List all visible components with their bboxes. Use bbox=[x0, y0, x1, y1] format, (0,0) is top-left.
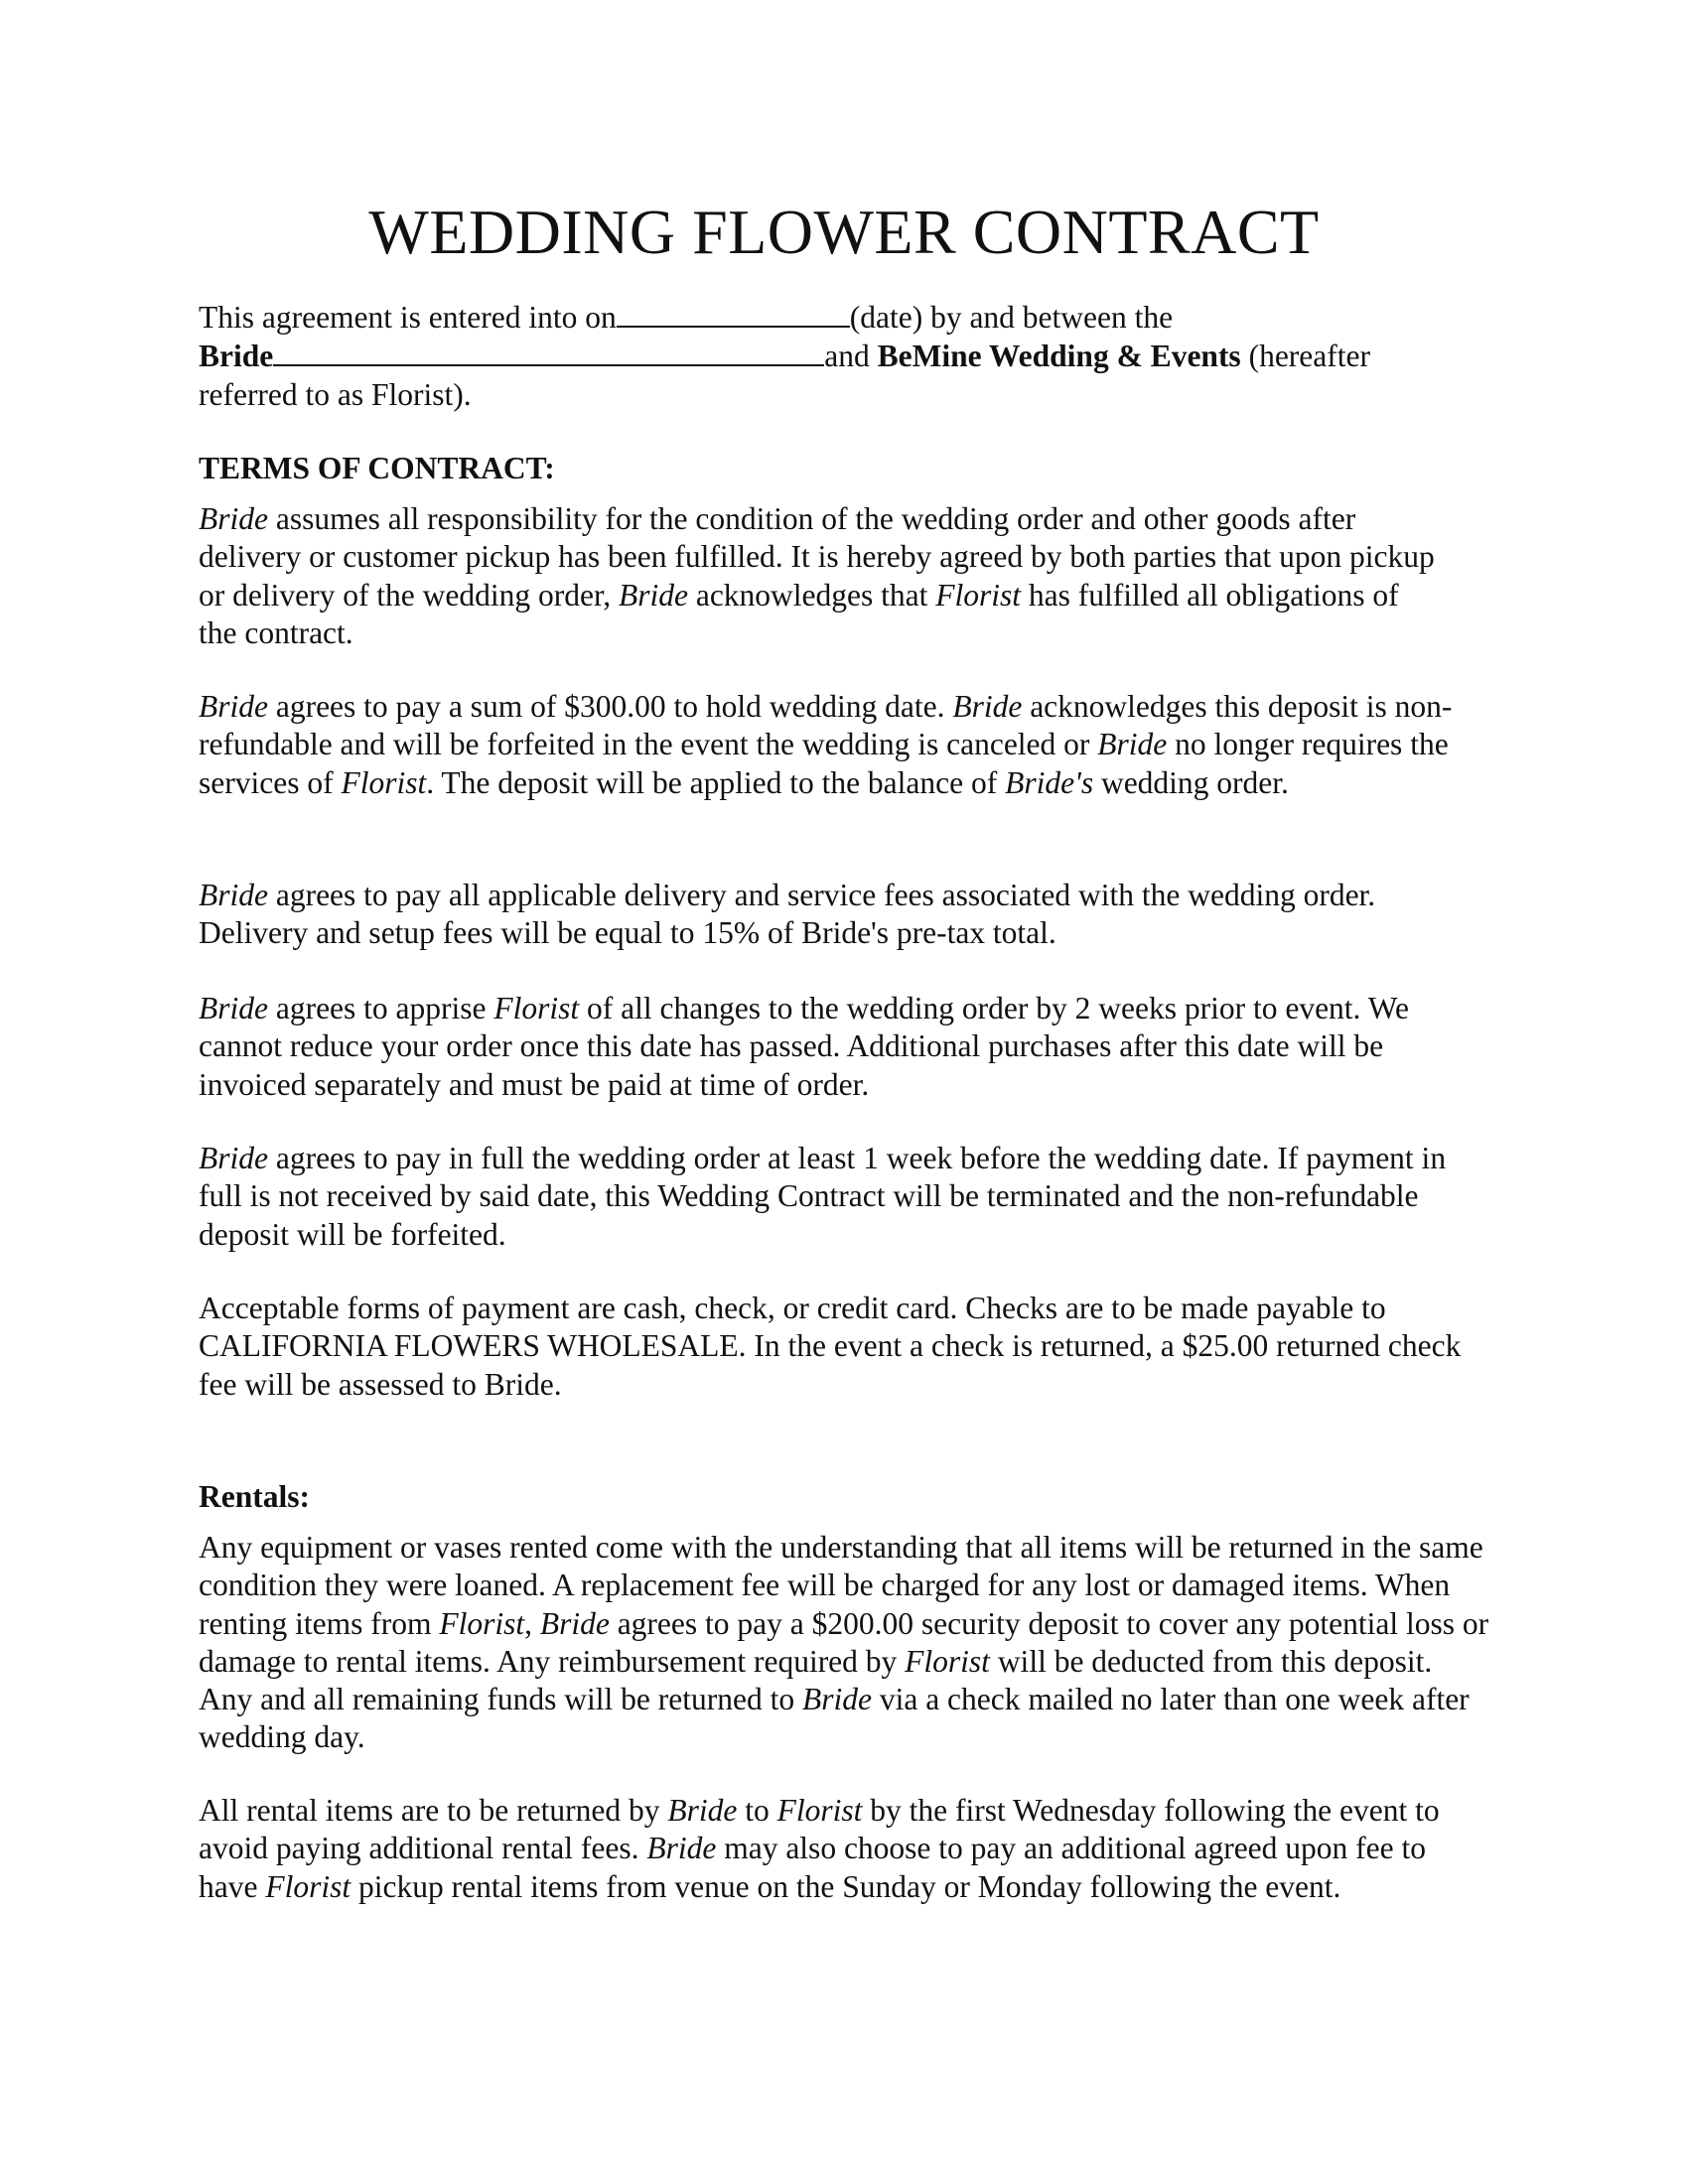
document-title: WEDDING FLOWER CONTRACT bbox=[368, 197, 1320, 267]
text: All rental items are to be returned by bbox=[199, 1793, 668, 1828]
term-bride: Bride bbox=[539, 1605, 610, 1641]
term-bride: Bride bbox=[199, 1141, 268, 1175]
intro-text-5: referred to as Florist). bbox=[199, 376, 472, 412]
text: acknowledges that bbox=[687, 577, 936, 613]
term-bride: Bride bbox=[618, 577, 688, 613]
date-blank-field[interactable] bbox=[617, 298, 850, 328]
term-bride: Bride bbox=[199, 878, 268, 912]
term-bride: Bride bbox=[199, 501, 268, 536]
text: agrees to pay a sum of $300.00 to hold wedding date. bbox=[267, 689, 953, 724]
terms-paragraph-5 bbox=[199, 1140, 1489, 1254]
intro-text-4: (hereafter bbox=[1240, 339, 1370, 374]
text: via a check mailed no later than one week after wedding day. bbox=[199, 1682, 1470, 1755]
text: agrees to apprise bbox=[267, 991, 494, 1025]
text: by the first Wednesday following the event to avoid paying additional rental fees. bbox=[199, 1793, 1440, 1866]
text: agrees to pay in full the wedding order at least 1 week before the wedding date. If payment in full is not received by said date, this Wedding Contract will be terminated and the non-refundable deposit will be forfeited. bbox=[199, 1141, 1447, 1252]
terms-heading: TERMS OF CONTRACT: bbox=[199, 451, 555, 485]
term-bride: Bride bbox=[199, 991, 268, 1025]
text: acknowledges this deposit is non-refundable and will be forfeited in the event the wedding is canceled or bbox=[199, 689, 1453, 762]
rentals-heading: Rentals: bbox=[199, 1479, 310, 1514]
term-florist: Florist bbox=[905, 1643, 990, 1679]
text: has fulfilled all obligations of the contract. bbox=[199, 577, 1399, 650]
term-bride: Bride bbox=[952, 689, 1023, 724]
term-florist: Florist bbox=[776, 1793, 863, 1828]
text: . The deposit will be applied to the balance of bbox=[426, 764, 1006, 800]
text: Any equipment or vases rented come with the understanding that all items will be returned in the same condition they were loaned. A replacement fee will be charged for any lost or damaged items. When renting items from bbox=[199, 1530, 1483, 1641]
term-florist: Florist bbox=[341, 764, 427, 800]
intro-text-1: This agreement is entered into on bbox=[199, 300, 617, 335]
term-florist: Florist bbox=[935, 577, 1022, 613]
term-florist: Florist bbox=[493, 991, 580, 1025]
text: agrees to pay all applicable delivery and service fees associated with the wedding order. Delivery and setup fees will be equal to 15% of Bride's pre-tax total. bbox=[199, 878, 1376, 951]
term-florist: Florist bbox=[439, 1605, 525, 1641]
term-bride: Bride bbox=[667, 1793, 738, 1828]
text: will be deducted from this deposit. Any and all remaining funds will be returned to bbox=[199, 1643, 1433, 1717]
term-florist: Florist bbox=[265, 1868, 352, 1904]
bride-label: Bride bbox=[199, 339, 274, 374]
terms-paragraph-3 bbox=[199, 877, 1489, 953]
term-brides: Bride's bbox=[1005, 764, 1094, 800]
text: wedding order. bbox=[1093, 764, 1289, 800]
text: agrees to pay a $200.00 security deposit to cover any potential loss or damage to rental items. Any reimbursement required by bbox=[199, 1605, 1489, 1679]
bride-name-blank-field[interactable] bbox=[273, 337, 824, 366]
term-bride: Bride bbox=[199, 689, 268, 724]
text: to bbox=[737, 1793, 777, 1828]
text: of all changes to the wedding order by 2 weeks prior to event. We cannot reduce your order once this date has passed. Additional purchases after this date will be invoiced separately and must be paid at time of order. bbox=[199, 991, 1409, 1102]
terms-paragraph-1 bbox=[199, 500, 1440, 652]
text: , bbox=[524, 1605, 540, 1641]
intro-text-3: and bbox=[824, 339, 878, 374]
terms-paragraph-2 bbox=[199, 688, 1470, 802]
text: may also choose to pay an additional agreed upon fee to have bbox=[199, 1831, 1426, 1904]
text: assumes all responsibility for the condition of the wedding order and other goods after delivery or customer pickup has been fulfilled. It is hereby agreed by both parties that upon pickup or delivery of the wedding order, bbox=[199, 501, 1435, 613]
text: pickup rental items from venue on the Sunday or Monday following the event. bbox=[351, 1868, 1341, 1904]
company-name: BeMine Wedding & Events bbox=[877, 339, 1241, 374]
terms-paragraph-6: Acceptable forms of payment are cash, check, or credit card. Checks are to be made payable to CALIFORNIA FLOWERS WHOLESALE. In the event a check is returned, a $25.00 returned check fee will be assessed to Bride. bbox=[199, 1291, 1462, 1402]
term-bride: Bride bbox=[646, 1831, 717, 1866]
term-bride: Bride bbox=[801, 1682, 872, 1717]
terms-paragraph-4 bbox=[199, 990, 1489, 1104]
term-bride: Bride bbox=[1097, 727, 1168, 762]
intro-text-2: (date) by and between the bbox=[849, 300, 1174, 335]
rentals-paragraph-2 bbox=[199, 1792, 1489, 1906]
text: no longer requires the services of bbox=[199, 727, 1449, 800]
rentals-paragraph-1 bbox=[199, 1529, 1489, 1757]
intro-paragraph bbox=[199, 298, 1489, 414]
